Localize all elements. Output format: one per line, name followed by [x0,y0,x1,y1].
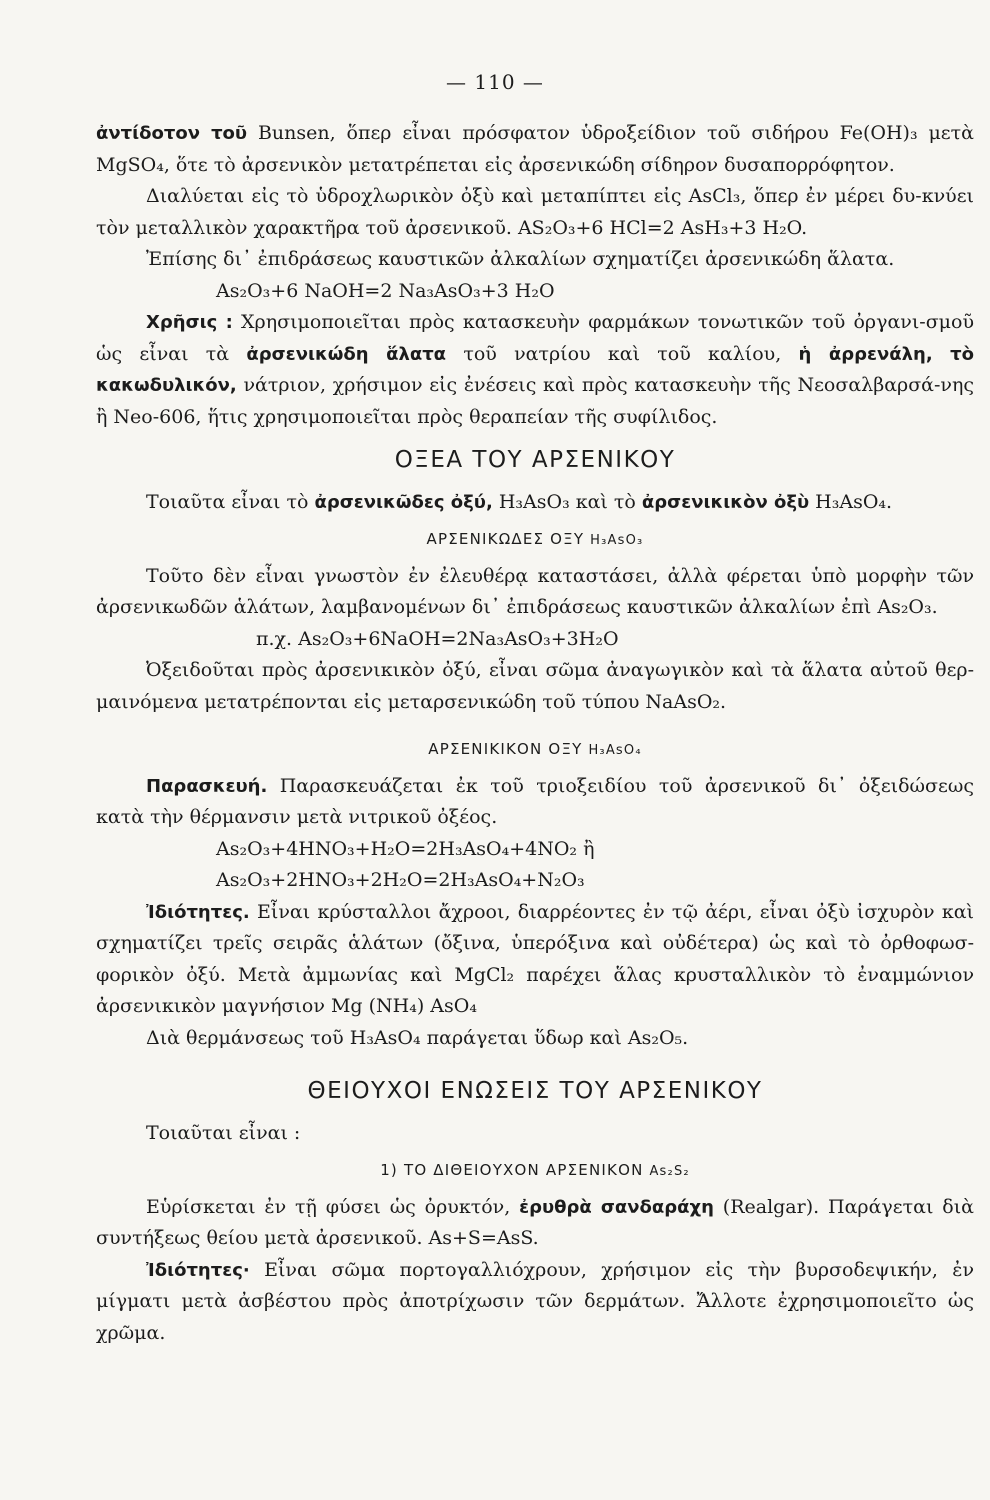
subheading-formula: H₃AsO₄ [588,743,642,758]
bold-term: ἐρυθρὰ σανδαράχη [519,1196,714,1218]
paragraph-text: τοῦ νατρίου καὶ τοῦ καλίου, [446,342,799,365]
paragraph-antidote [96,118,974,181]
paragraph-text: (Realgar). Παράγεται διὰ συντήξεως θείου μετὰ ἀρσενικοῦ. As+S=AsS. [96,1195,974,1249]
subheading-formula: H₃AsO₃ [590,533,644,548]
page-body [96,118,974,1349]
paragraph-text: Παρασκευάζεται ἐκ τοῦ τριοξειδίου τοῦ ἀρσενικοῦ δι᾽ ὀξειδώσεως κατὰ τὴν θέρμανσιν μετὰ νιτρικοῦ ὀξέος. [96,774,974,828]
paragraph-text: Τοιαῦτα εἶναι τὸ [146,490,315,513]
formula-naoh: As₂O₃+6 NaOH=2 Na₃AsO₃+3 H₂O [216,279,555,302]
paragraph-text: H₃AsO₃ καὶ τὸ [492,490,642,513]
paragraph-arsenious: Τοῦτο δὲν εἶναι γνωστὸν ἐν ἐλευθέρᾳ καταστάσει, ἀλλὰ φέρεται ὑπὸ μορφὴν τῶν ἀρσενικωδῶν ἁλάτων, λαμβανομένων δι᾽ ἐπιδράσεως καυστικῶν ἀλκαλίων ἐπὶ As₂O₃. [96,564,974,618]
subheading-arsenic-acid [96,734,974,767]
formula-hno3-2: As₂O₃+2HNO₃+2H₂O=2H₃AsO₄+N₂O₃ [216,869,585,891]
subheading-label: ΑΡΣΕΝΙΚΩΔΕΣ ΟΞΥ [426,530,585,548]
paragraph-heating: Διὰ θερμάνσεως τοῦ H₃AsO₄ παράγεται ὕδωρ καὶ As₂O₅. [146,1026,689,1049]
subheading-arsenious-acid [96,524,974,557]
subheading-formula: As₂S₂ [649,1164,690,1179]
paragraph-sulfides-intro: Τοιαῦται εἶναι : [146,1121,301,1144]
bold-term: Παρασκευή. [146,775,268,797]
paragraph-properties [96,897,974,1023]
paragraph-text: H₃AsO₄. [809,490,893,513]
formula-hno3-1: As₂O₃+4HNO₃+H₂O=2H₃AsO₄+4NO₂ ἢ [216,837,595,860]
paragraph-text: Εἶναι κρύσταλλοι ἄχροοι, διαρρέοντες ἐν τῷ ἀέρι, εἶναι ὀξὺ ἰσχυρὸν καὶ σχηματίζει τρεῖς σειρᾶς ἁλάτων (ὄξινα, ὑπερόξινα καὶ οὐδέτερα) ὡς καὶ τὸ ὀρθοφωσ-φορικὸν ὀξύ. Μετὰ ἀμμωνίας καὶ MgCl₂ παρέχει ἅλας κρυσταλλικὸν τὸ ἐναμμώνιον ἀρσενικικὸν μαγνήσιον Mg (NH₄) AsO₄ [96,900,974,1017]
bold-term: ἀρσενικώδη ἅλατα [246,343,447,365]
bold-term: ἡ ἀρρενάλη, τὸ κακωδυλικόν, [96,343,975,396]
paragraph-preparation [96,771,974,834]
bold-term: Χρῆσις : [146,312,233,333]
paragraph-text: Bunsen, ὅπερ εἶναι πρόσφατον ὑδροξείδιον τοῦ σιδήρου Fe(OH)₃ μετὰ MgSO₄, ὅτε τὸ ἀρσενικὸν μετατρέπεται εἰς ἀρσενικώδη σίδηρον δυσαπορρόφητον. [96,122,974,176]
section-heading-acids: ΟΞΕΑ ΤΟΥ ΑΡΣΕΝΙΚΟΥ [394,447,676,473]
paragraph-text: Χρησιμοποιεῖται πρὸς κατασκευὴν φαρμάκων τονωτικῶν τοῦ ὀργανι-σμοῦ ὡς εἶναι τὰ [96,311,974,365]
paragraph-dissolution: Διαλύεται εἰς τὸ ὑδροχλωρικὸν ὀξὺ καὶ μεταπίπτει εἰς AsCl₃, ὅπερ ἐν μέρει δυ-κνύει τὸν μεταλλικὸν χαρακτῆρα τοῦ ἀρσενικοῦ. AS₂O₃+6 HCl=2 AsH₃+3 H₂O. [96,185,974,239]
subheading-label: 1) ΤΟ ΔΙΘΕΙΟΥΧΟΝ ΑΡΣΕΝΙΚΟΝ [380,1161,644,1179]
paragraph-text: νάτριον, χρήσιμον εἰς ἐνέσεις καὶ πρὸς κατασκευὴν τῆς Νεοσαλβαρσά-νης ἢ Neo-606, ἥτις χρησιμοποιεῖται πρὸς θεραπείαν τῆς συφίλιδος. [96,374,974,428]
bold-term: ἀρσενικῶδες ὀξύ, [314,491,493,513]
bold-term: ἀρσενικικὸν ὀξὺ [641,491,810,513]
bold-term: Ἰδιότητες· [146,1259,250,1281]
page-number: — 110 — [446,70,544,94]
paragraph-oxidation: Ὀξειδοῦται πρὸς ἀρσενικικὸν ὀξύ, εἶναι σῶμα ἀναγωγικὸν καὶ τὰ ἅλατα αὐτοῦ θερ-μαινόμενα μετατρέπονται εἰς μεταρσενικώδη τοῦ τύπου NaAsO₂. [96,659,974,713]
subheading-disulfide [96,1155,974,1188]
paragraph-use [96,307,974,433]
paragraph-text: Εἶναι σῶμα πορτογαλλιόχρουν, χρήσιμον εἰς τὴν βυρσοδεψικήν, ἐν μίγματι μετὰ ἀσβέστου πρὸς ἀποτρίχωσιν τῶν δερμάτων. Ἄλλοτε ἐχρησιμοποιεῖτο ὡς χρῶμα. [96,1258,974,1344]
paragraph-alkali: Ἐπίσης δι᾽ ἐπιδράσεως καυστικῶν ἀλκαλίων σχηματίζει ἀρσενικώδη ἅλατα. [146,248,895,270]
paragraph-acids-intro [96,487,974,519]
paragraph-realgar-properties [96,1255,974,1350]
bold-term: ἀντίδοτον τοῦ [96,123,248,144]
formula-example: π.χ. As₂O₃+6NaOH=2Na₃AsO₃+3H₂O [256,627,619,650]
section-heading-sulfides: ΘΕΙΟΥΧΟΙ ΕΝΩΣΕΙΣ ΤΟΥ ΑΡΣΕΝΙΚΟΥ [307,1078,763,1104]
paragraph-text: Εὑρίσκεται ἐν τῇ φύσει ὡς ὀρυκτόν, [146,1195,520,1218]
bold-term: Ἰδιότητες. [146,901,250,923]
subheading-label: ΑΡΣΕΝΙΚΙΚΟΝ ΟΞΥ [428,740,583,758]
paragraph-realgar [96,1192,974,1255]
